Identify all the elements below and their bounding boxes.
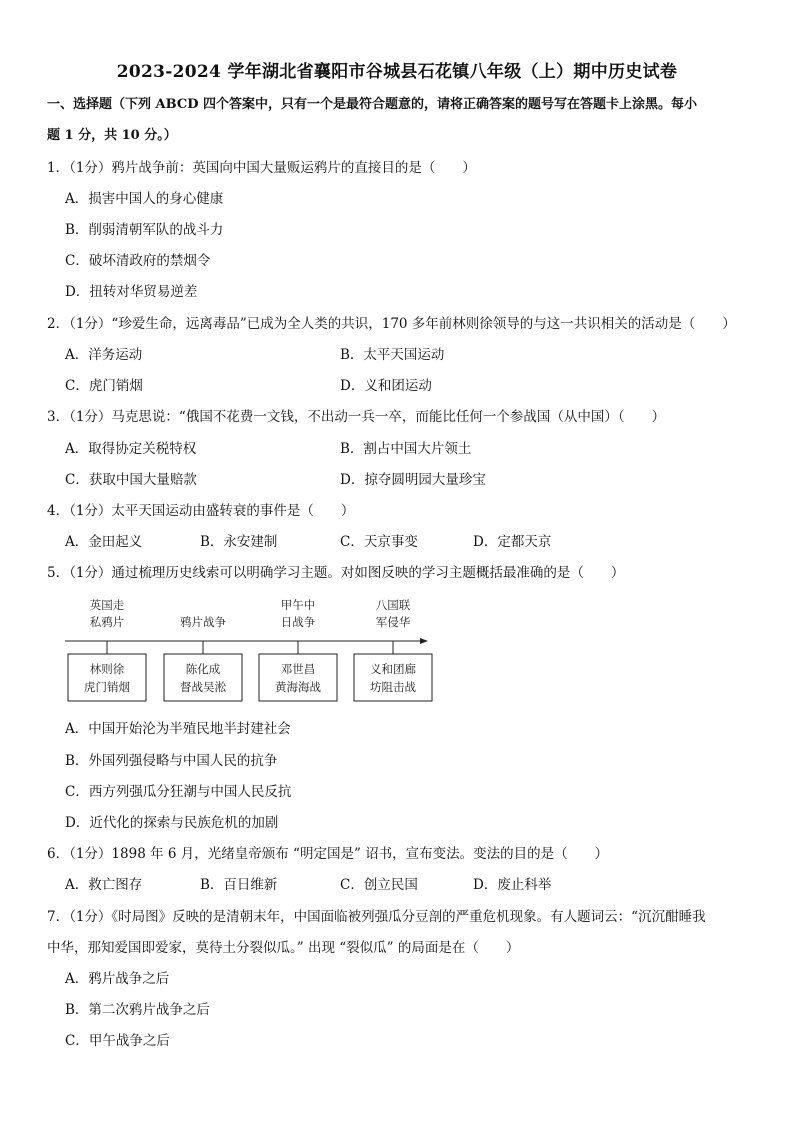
question-4-option-a: A．金田起义: [65, 534, 143, 550]
question-5-option-c: C．西方列强瓜分狂潮与中国人民反抗: [65, 784, 292, 800]
question-7-option-a: A．鸦片战争之后: [65, 971, 170, 987]
timeline-label-4-line1: 八国联: [375, 598, 411, 612]
question-6-option-b: B．百日维新: [200, 877, 278, 893]
question-1-option-a: A．损害中国人的身心健康: [65, 191, 224, 207]
timeline-label-1-line1: 英国走: [89, 598, 125, 612]
question-1-option-c: C．破坏清政府的禁烟令: [65, 253, 211, 269]
timeline-box-3-line2: 黄海海战: [275, 680, 321, 694]
section-heading-line2: 题 1 分，共 10 分。）: [47, 128, 177, 143]
question-2-option-d: D．义和团运动: [340, 378, 432, 394]
timeline-box-4-line1: 义和团廊: [370, 662, 416, 676]
timeline-svg: [60, 593, 440, 708]
timeline-box-1-line2: 虎门销烟: [84, 680, 130, 694]
section-heading-line1: 一、选择题（下列 ABCD 四个答案中，只有一个是最符合题意的，请将正确答案的题号写在答题卡上涂黑。每小: [47, 97, 697, 112]
timeline-box-4-line2: 坊阻击战: [370, 680, 416, 694]
timeline-label-3-line2: 日战争: [280, 615, 316, 629]
question-5-stem: 5．（1分）通过梳理历史线索可以明确学习主题。对如图反映的学习主题概括最准确的是（ ）: [47, 565, 625, 581]
question-6-option-d: D．废止科举: [473, 877, 552, 893]
timeline-diagram: [60, 593, 440, 708]
question-2-option-a: A．洋务运动: [65, 347, 143, 363]
timeline-label-3-line1: 甲午中: [280, 598, 316, 612]
question-3-option-c: C．获取中国大量赔款: [65, 472, 197, 488]
question-7-option-b: B．第二次鸦片战争之后: [65, 1002, 210, 1018]
question-2-stem: 2．（1分）“珍爱生命，远离毒品”已成为全人类的共识，170 多年前林则徐领导的与这一共识相关的活动是（ ）: [47, 316, 736, 332]
question-2-option-b: B．太平天国运动: [340, 347, 445, 363]
timeline-box-2-line1: 陈化成: [185, 662, 221, 676]
timeline-box-1-line1: 林则徐: [89, 662, 125, 676]
question-1-stem: 1．（1分）鸦片战争前：英国向中国大量贩运鸦片的直接目的是（ ）: [47, 160, 476, 176]
question-2-option-c: C．虎门销烟: [65, 378, 143, 394]
question-4-stem: 4．（1分）太平天国运动由盛转衰的事件是（ ）: [47, 503, 355, 519]
question-3-option-b: B．割占中国大片领土: [340, 441, 472, 457]
question-4-option-d: D．定都天京: [473, 534, 552, 550]
question-5-option-d: D．近代化的探索与民族危机的加剧: [65, 815, 279, 831]
timeline-box-3-line1: 邓世昌: [280, 662, 316, 676]
question-1-option-d: D．扭转对华贸易逆差: [65, 284, 198, 300]
question-7-option-c: C．甲午战争之后: [65, 1033, 170, 1049]
timeline-label-4-line2: 军侵华: [375, 615, 411, 629]
section-heading: [47, 89, 757, 151]
question-5-option-a: A．中国开始沦为半殖民地半封建社会: [65, 721, 291, 737]
question-6-option-a: A．救亡图存: [65, 877, 143, 893]
question-6-stem: 6．（1分）1898 年 6 月，光绪皇帝颁布 “明定国是” 诏书，宣布变法。变法的目的是（ ）: [47, 846, 609, 862]
question-3-option-a: A．取得协定关税特权: [65, 441, 197, 457]
question-3-stem: 3．（1分）马克思说：“俄国不花费一文钱，不出动一兵一卒，而能比任何一个参战国（从中国）（ ）: [47, 409, 666, 425]
question-4-option-c: C．天京事变: [340, 534, 418, 550]
question-7-stem-line2: 中华，那知爱国即爱家，莫待土分裂似瓜。” 出现 “裂似瓜” 的局面是在（ ）: [47, 940, 520, 956]
question-5-option-b: B．外国列强侵略与中国人民的抗争: [65, 753, 278, 769]
question-7-stem-line1: 7．（1分）《时局图》反映的是清朝末年，中国面临被列强瓜分豆剖的严重危机现象。有人题词云：“沉沉酣睡我: [47, 909, 706, 925]
question-3-option-d: D．掠夺圆明园大量珍宝: [340, 472, 486, 488]
page-title: 2023-2024 学年湖北省襄阳市谷城县石花镇八年级（上）期中历史试卷: [116, 62, 678, 82]
question-6-option-c: C．创立民国: [340, 877, 418, 893]
timeline-arrow-icon: [420, 638, 428, 644]
timeline-label-1-line2: 私鸦片: [89, 615, 125, 629]
timeline-label-2-line1: 鸦片战争: [180, 615, 226, 629]
timeline-box-2-line2: 督战吴淞: [180, 680, 226, 694]
question-1-option-b: B．削弱清朝军队的战斗力: [65, 222, 224, 238]
question-4-option-b: B．永安建制: [200, 534, 278, 550]
